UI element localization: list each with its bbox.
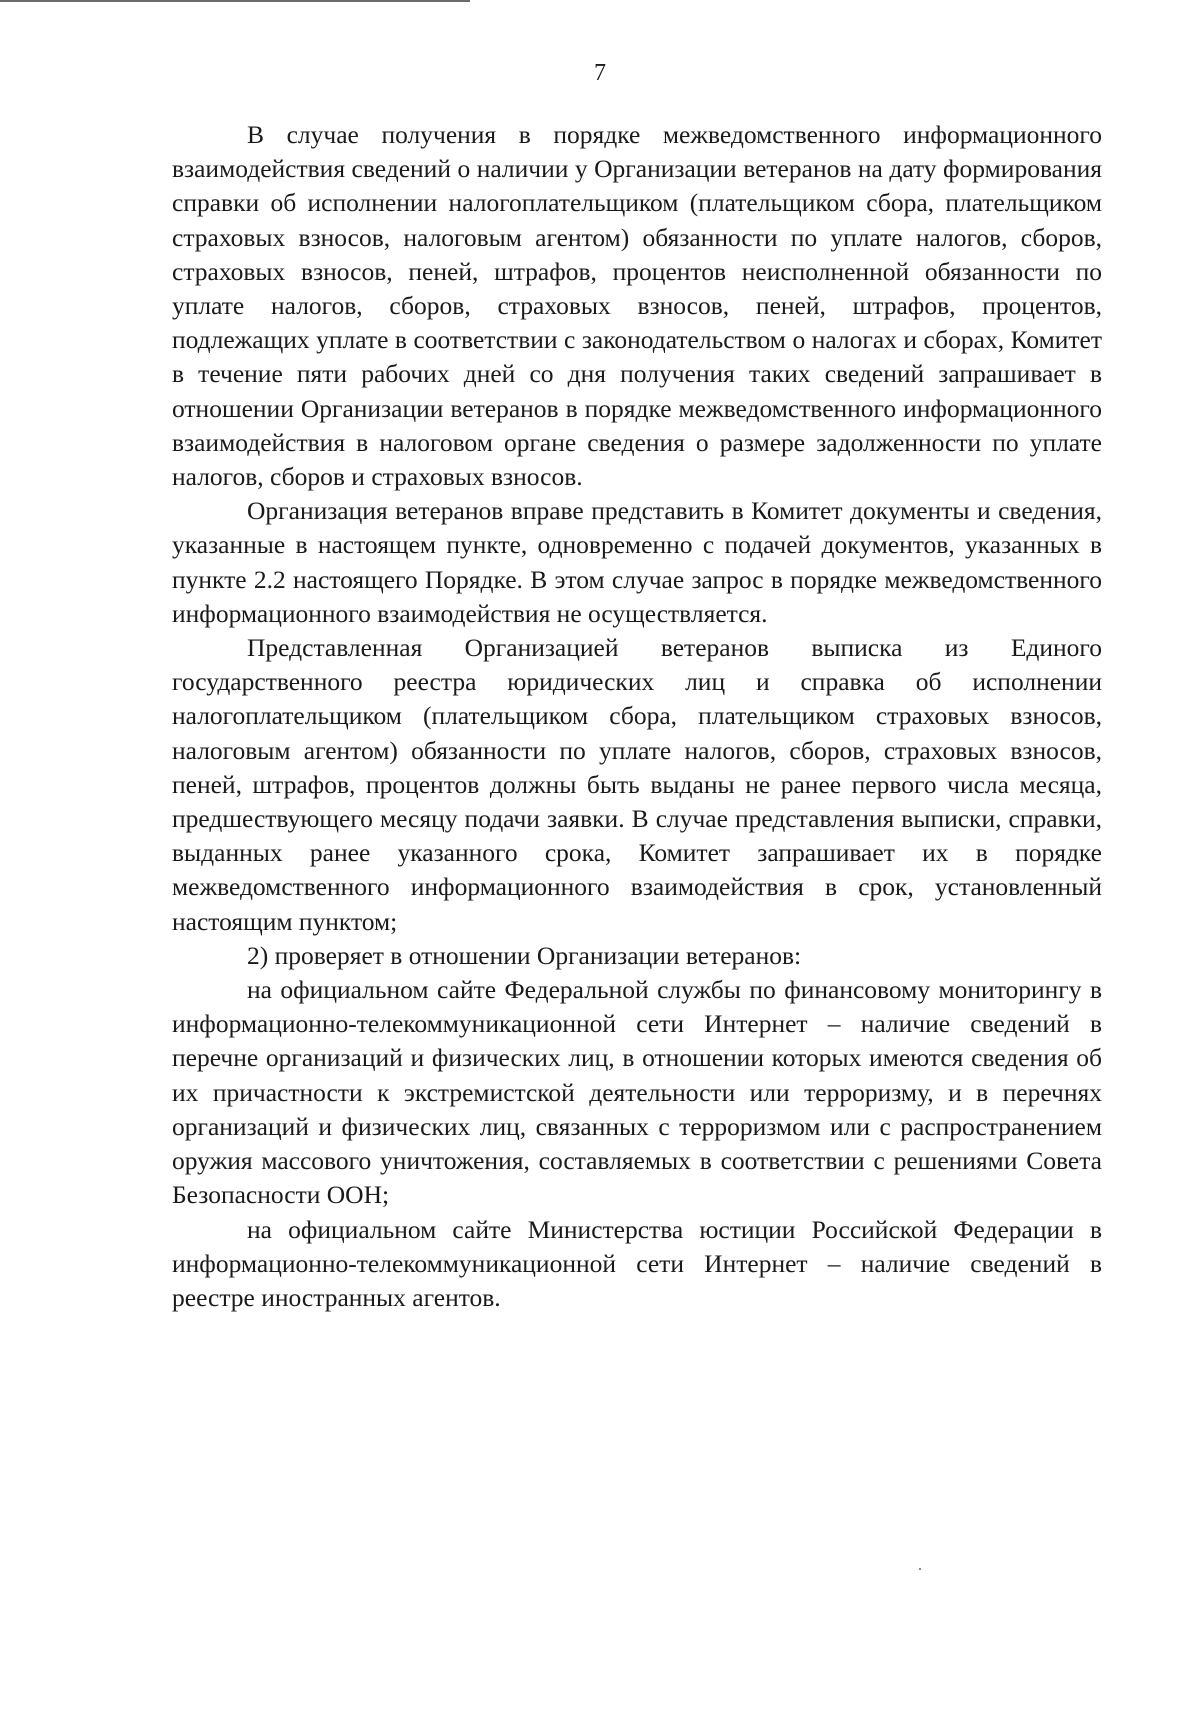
paragraph-optional-documents: Организация ветеранов вправе представить в Комитет документы и сведения, указанные в настоящем пункте, одновременно с подачей документов, указанных в пункте 2.2 настоящего Порядке. В этом случае запрос в порядке межведомственного информационного взаимодействия не осуществляется.	[172, 496, 1102, 628]
paragraph-minjust-check: на официальном сайте Министерства юстиции Российской Федерации в информационно-телекоммуникационной сети Интернет – наличие сведений в реестре иностранных агентов.	[172, 1214, 1102, 1312]
paragraph-checks-intro: 2) проверяет в отношении Организации ветеранов:	[247, 940, 802, 970]
paragraph-extract-validity: Представленная Организацией ветеранов выписка из Единого государственного реестра юридических лиц и справка об исполнении налогоплательщиком (плательщиком сбора, плательщиком страховых взносов, налоговым агентом) обязанности по уплате налогов, сборов, страховых взносов, пеней, штрафов, процентов должны быть выданы не ранее первого числа месяца, предшествующего месяцу подачи заявки. В случае представления выписки, справки, выданных ранее указанного срока, Комитет запрашивает их в порядке межведомственного информационного взаимодействия в срок, установленный настоящим пунктом;	[172, 633, 1102, 936]
page-number: 7	[594, 60, 606, 86]
paragraph-rosfinmonitoring-check: на официальном сайте Федеральной службы по финансовому мониторингу в информационно-телекоммуникационной сети Интернет – наличие сведений в перечне организаций и физических лиц, в отношении которых имеются сведения об их причастности к экстремистской деятельности или терроризму, и в перечнях организаций и физических лиц, связанных с терроризмом или с распространением оружия массового уничтожения, составляемых в соответствии с решениями Совета Безопасности ООН;	[172, 975, 1102, 1210]
document-body	[172, 118, 1102, 1315]
scan-speck	[919, 1568, 921, 1570]
scan-edge-line	[0, 0, 470, 2]
paragraph-tax-debt-request: В случае получения в порядке межведомственного информационного взаимодействия сведений о наличии у Организации ветеранов на дату формирования справки об исполнении налогоплательщиком (плательщиком сбора, плательщиком страховых взносов, налоговым агентом) обязанности по уплате налогов, сборов, страховых взносов, пеней, штрафов, процентов неисполненной обязанности по уплате налогов, сборов, страховых взносов, пеней, штрафов, процентов, подлежащих уплате в соответствии с законодательством о налогах и сборах, Комитет в течение пяти рабочих дней со дня получения таких сведений запрашивает в отношении Организации ветеранов в порядке межведомственного информационного взаимодействия в налоговом органе сведения о размере задолженности по уплате налогов, сборов и страховых взносов.	[172, 120, 1102, 492]
